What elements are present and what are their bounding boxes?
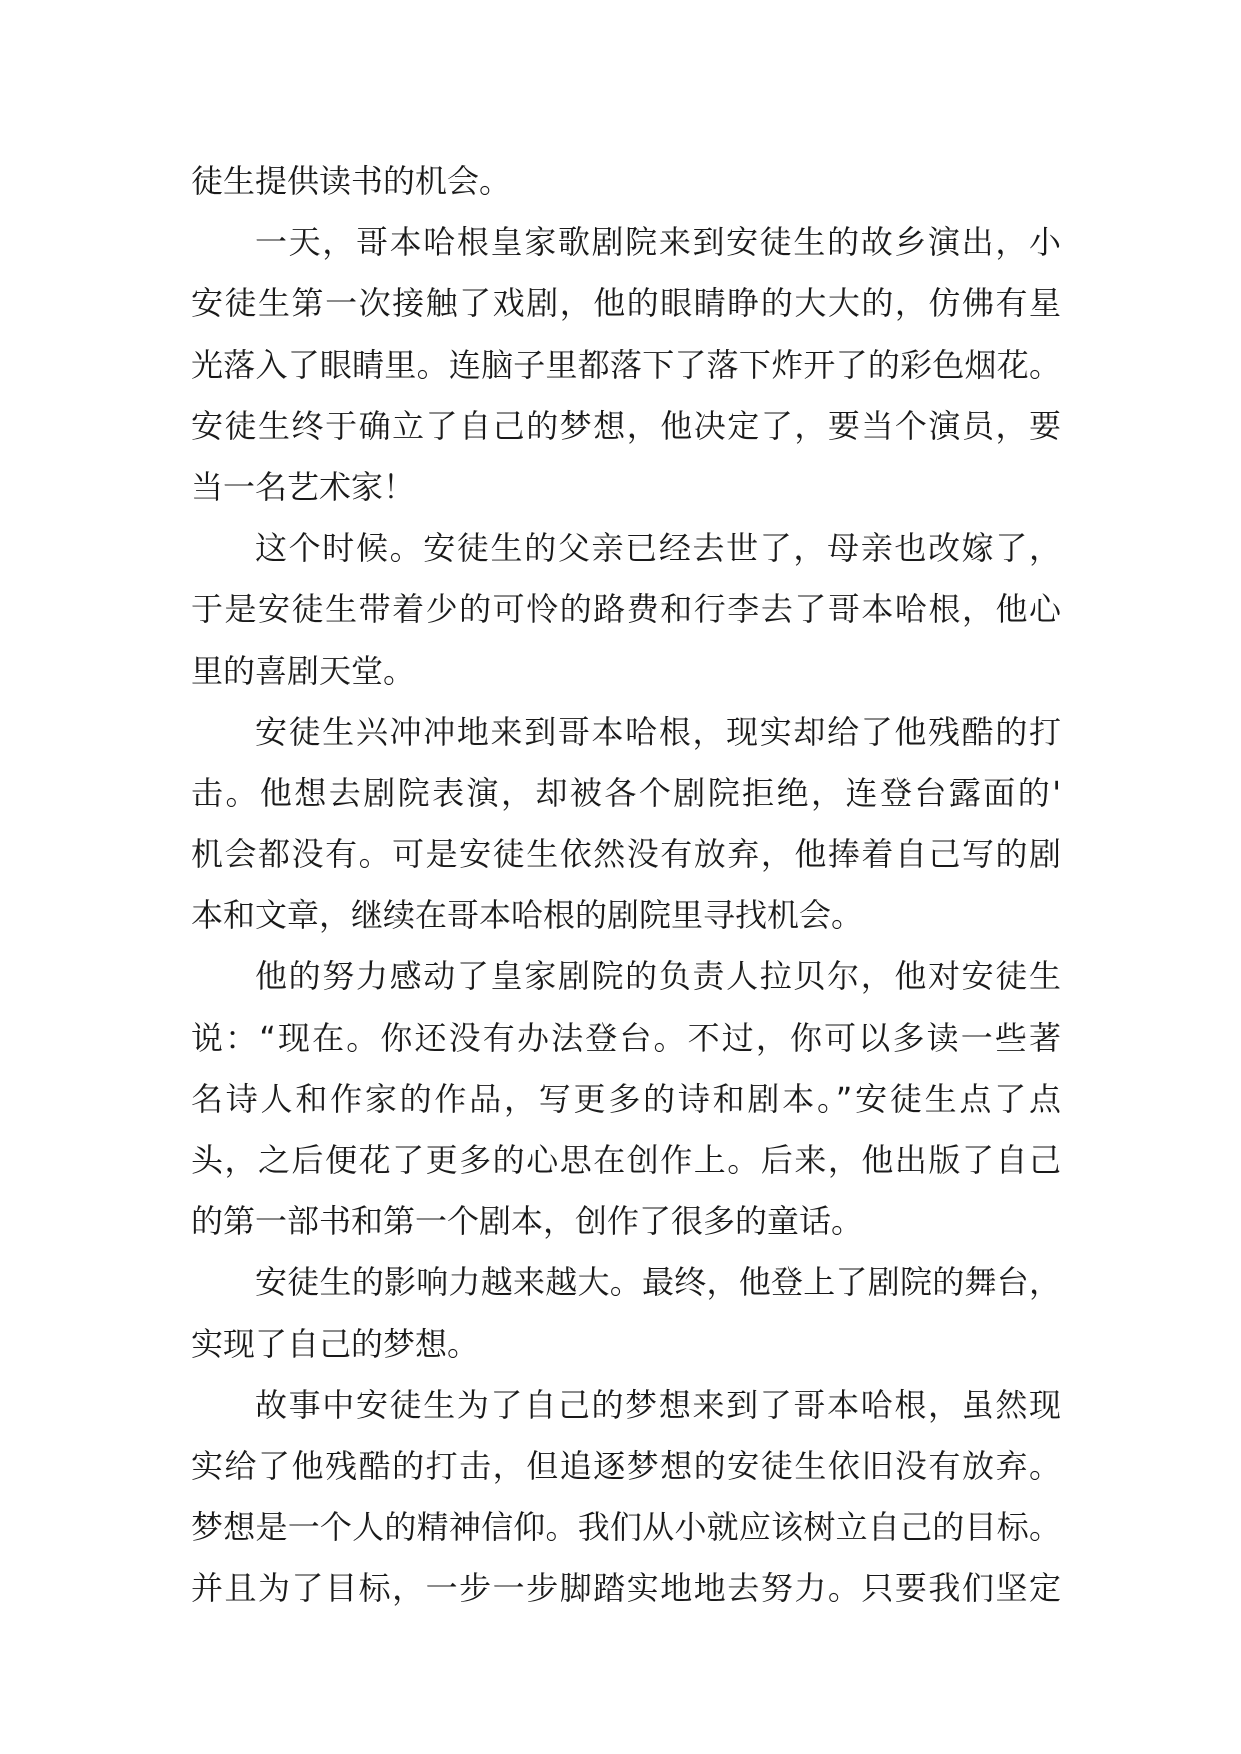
text-line: 安徒生第一次接触了戏剧，他的眼睛睁的大大的，仿佛有星 (191, 284, 1061, 323)
text-line: 实给了他残酷的打击，但追逐梦想的安徒生依旧没有放弃。 (191, 1446, 1061, 1485)
text-line: 梦想是一个人的精神信仰。我们从小就应该树立自己的目标。 (191, 1508, 1061, 1547)
body-text (191, 151, 1061, 1620)
text-line: 徒生提供读书的机会。 (191, 162, 512, 200)
text-line: 安徒生终于确立了自己的梦想，他决定了，要当个演员，要 (191, 406, 1061, 445)
text-line: 里的喜剧天堂。 (191, 651, 416, 690)
text-line: 头，之后便花了更多的心思在创作上。后来，他出版了自己 (191, 1141, 1061, 1179)
text-line: 当一名艺术家！ (191, 467, 416, 506)
text-line: 的第一部书和第一个剧本，创作了很多的童话。 (191, 1202, 864, 1241)
text-line: 一天，哥本哈根皇家歌剧院来到安徒生的故乡演出，小 (255, 223, 1061, 262)
text-line: 并且为了目标，一步一步脚踏实地地去努力。只要我们坚定 (191, 1569, 1061, 1608)
text-line: 机会都没有。可是安徒生依然没有放弃，他捧着自己写的剧 (191, 835, 1061, 874)
text-line: 安徒生的影响力越来越大。最终，他登上了剧院的舞台， (255, 1263, 1061, 1302)
text-line: 名诗人和作家的作品，写更多的诗和剧本。”安徒生点了点 (191, 1079, 1061, 1118)
text-line: 于是安徒生带着少的可怜的路费和行李去了哥本哈根，他心 (191, 590, 1061, 629)
text-line: 光落入了眼睛里。连脑子里都落下了落下炸开了的彩色烟花。 (191, 345, 1061, 384)
text-line: 故事中安徒生为了自己的梦想来到了哥本哈根，虽然现 (255, 1385, 1061, 1424)
text-line: 击。他想去剧院表演，却被各个剧院拒绝，连登台露面的' (191, 773, 1061, 812)
text-line: 本和文章，继续在哥本哈根的剧院里寻找机会。 (191, 896, 864, 935)
text-line: 他的努力感动了皇家剧院的负责人拉贝尔，他对安徒生 (255, 957, 1061, 996)
text-line: 这个时候。安徒生的父亲已经去世了，母亲也改嫁了， (255, 529, 1061, 568)
text-line: 说：“现在。你还没有办法登台。不过，你可以多读一些著 (191, 1018, 1061, 1057)
text-line: 安徒生兴冲冲地来到哥本哈根，现实却给了他残酷的打 (255, 712, 1061, 751)
text-line: 实现了自己的梦想。 (191, 1324, 480, 1363)
